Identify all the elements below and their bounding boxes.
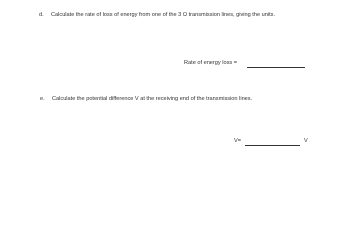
question-d: [39, 12, 275, 19]
question-e-text: Calculate the potential difference V at the receiving end of the transmission lines.: [52, 96, 253, 102]
answer-d-blank[interactable]: [247, 67, 305, 68]
answer-d-label: Rate of energy loss =: [184, 60, 238, 66]
answer-e-unit: V: [304, 138, 308, 144]
question-d-text: Calculate the rate of loss of energy from one of the 3 Ω transmission lines, giving the units.: [51, 12, 276, 18]
answer-e-blank[interactable]: [245, 145, 300, 146]
question-e-letter: e.: [40, 96, 45, 102]
question-e: [40, 96, 252, 103]
question-d-letter: d.: [39, 12, 44, 18]
answer-e-label: V=: [234, 138, 241, 144]
